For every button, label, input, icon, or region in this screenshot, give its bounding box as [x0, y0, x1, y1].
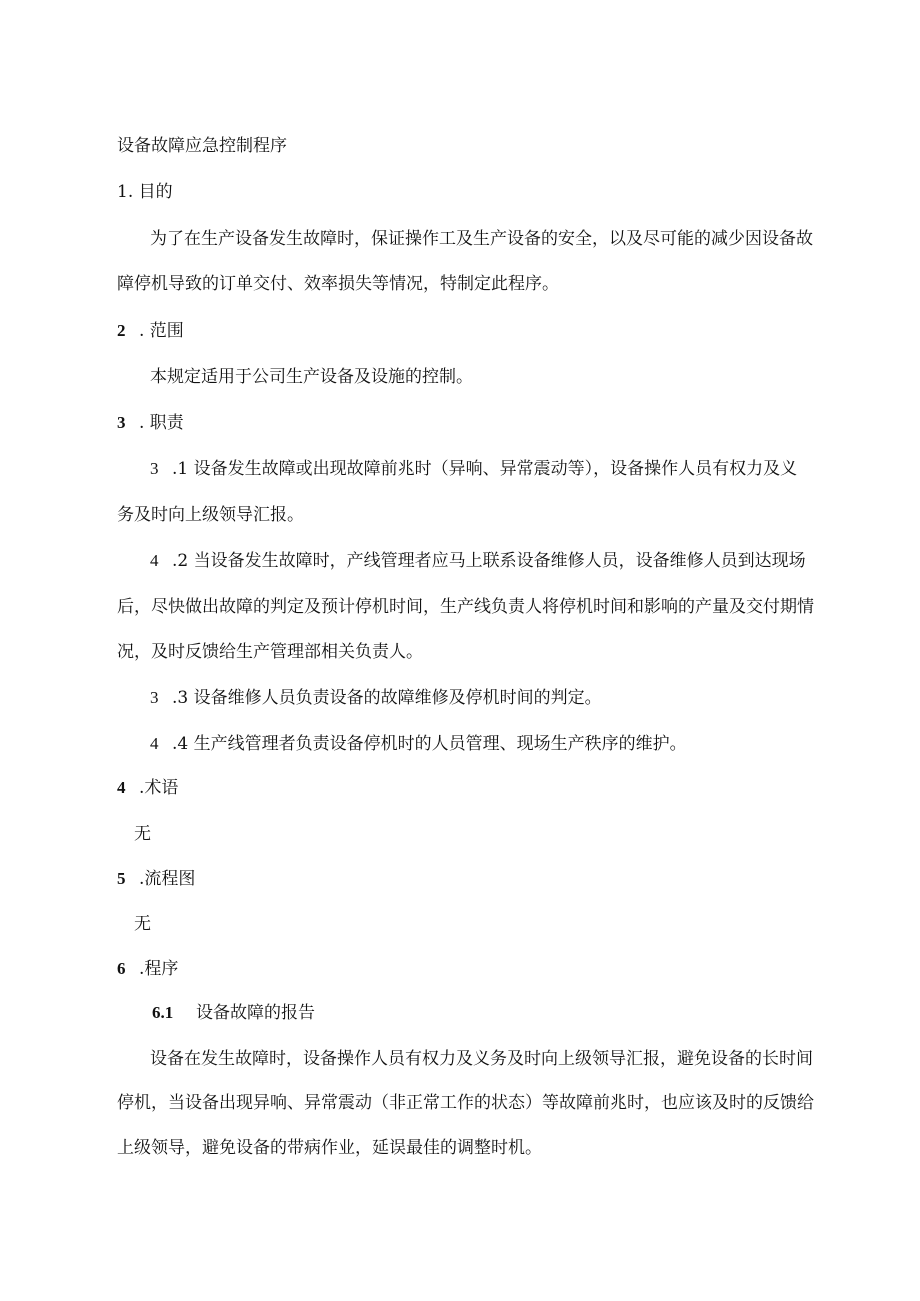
section-6-1-number: 6.1 [152, 1003, 174, 1022]
section-4-heading: .术语 [139, 778, 179, 798]
section-6-1-paragraph-line-3: 上级领导，避免设备的带病作业，延误最佳的调整时机。 [117, 1138, 542, 1158]
section-6-1-heading: 设备故障的报告 [196, 1003, 315, 1023]
section-5-paragraph: 无 [134, 914, 151, 934]
section-3-item-1-line-2: 务及时向上级领导汇报。 [117, 505, 304, 525]
section-4-paragraph: 无 [134, 824, 151, 844]
section-5-heading-row [117, 868, 195, 890]
section-3-item-3-text: .3 设备维修人员负责设备的故障维修及停机时间的判定。 [172, 688, 602, 708]
section-3-number: 3 [117, 413, 126, 432]
section-6-heading: .程序 [139, 959, 179, 979]
section-3-item-1-number: 3 [150, 459, 159, 478]
section-5-heading: .流程图 [139, 869, 196, 889]
section-2-heading: . 范围 [139, 321, 184, 341]
section-3-heading: . 职责 [139, 413, 184, 433]
section-3-item-2-text: .2 当设备发生故障时，产线管理者应马上联系设备维修人员，设备维修人员到达现场 [172, 551, 806, 571]
section-3-heading-row [117, 412, 184, 434]
section-6-1-heading-row [152, 1002, 315, 1024]
section-3-item-3 [150, 687, 602, 709]
section-1-paragraph-line-2: 障停机导致的订单交付、效率损失等情况，特制定此程序。 [117, 274, 559, 294]
section-3-item-3-number: 3 [150, 688, 159, 707]
section-3-item-4-text: .4 生产线管理者负责设备停机时的人员管理、现场生产秩序的维护。 [172, 734, 687, 754]
section-5-number: 5 [117, 869, 126, 888]
section-6-number: 6 [117, 959, 126, 978]
section-1-heading: 1. 目的 [117, 182, 173, 202]
section-3-item-4-number: 4 [150, 734, 159, 753]
section-2-number: 2 [117, 321, 126, 340]
section-4-number: 4 [117, 778, 126, 797]
section-6-heading-row [117, 958, 178, 980]
document-title: 设备故障应急控制程序 [117, 136, 287, 156]
section-3-item-2-line-2: 后，尽快做出故障的判定及预计停机时间，生产线负责人将停机时间和影响的产量及交付期情 [117, 597, 814, 617]
section-6-1-paragraph-line-1: 设备在发生故障时，设备操作人员有权力及义务及时向上级领导汇报，避免设备的长时间 [150, 1049, 813, 1069]
section-3-item-1-text: .1 设备发生故障或出现故障前兆时（异响、异常震动等），设备操作人员有权力及义 [172, 459, 798, 479]
section-3-item-2-number: 4 [150, 551, 159, 570]
section-3-item-1-line-1 [150, 458, 797, 480]
section-4-heading-row [117, 777, 178, 799]
section-1-paragraph-line-1: 为了在生产设备发生故障时，保证操作工及生产设备的安全，以及尽可能的减少因设备故 [150, 229, 813, 249]
section-3-item-2-line-1 [150, 550, 806, 572]
section-3-item-2-line-3: 况，及时反馈给生产管理部相关负责人。 [117, 642, 423, 662]
section-6-1-paragraph-line-2: 停机，当设备出现异响、异常震动（非正常工作的状态）等故障前兆时，也应该及时的反馈给 [117, 1093, 814, 1113]
section-3-item-4 [150, 733, 687, 755]
section-2-paragraph: 本规定适用于公司生产设备及设施的控制。 [150, 367, 473, 387]
section-2-heading-row [117, 320, 184, 342]
